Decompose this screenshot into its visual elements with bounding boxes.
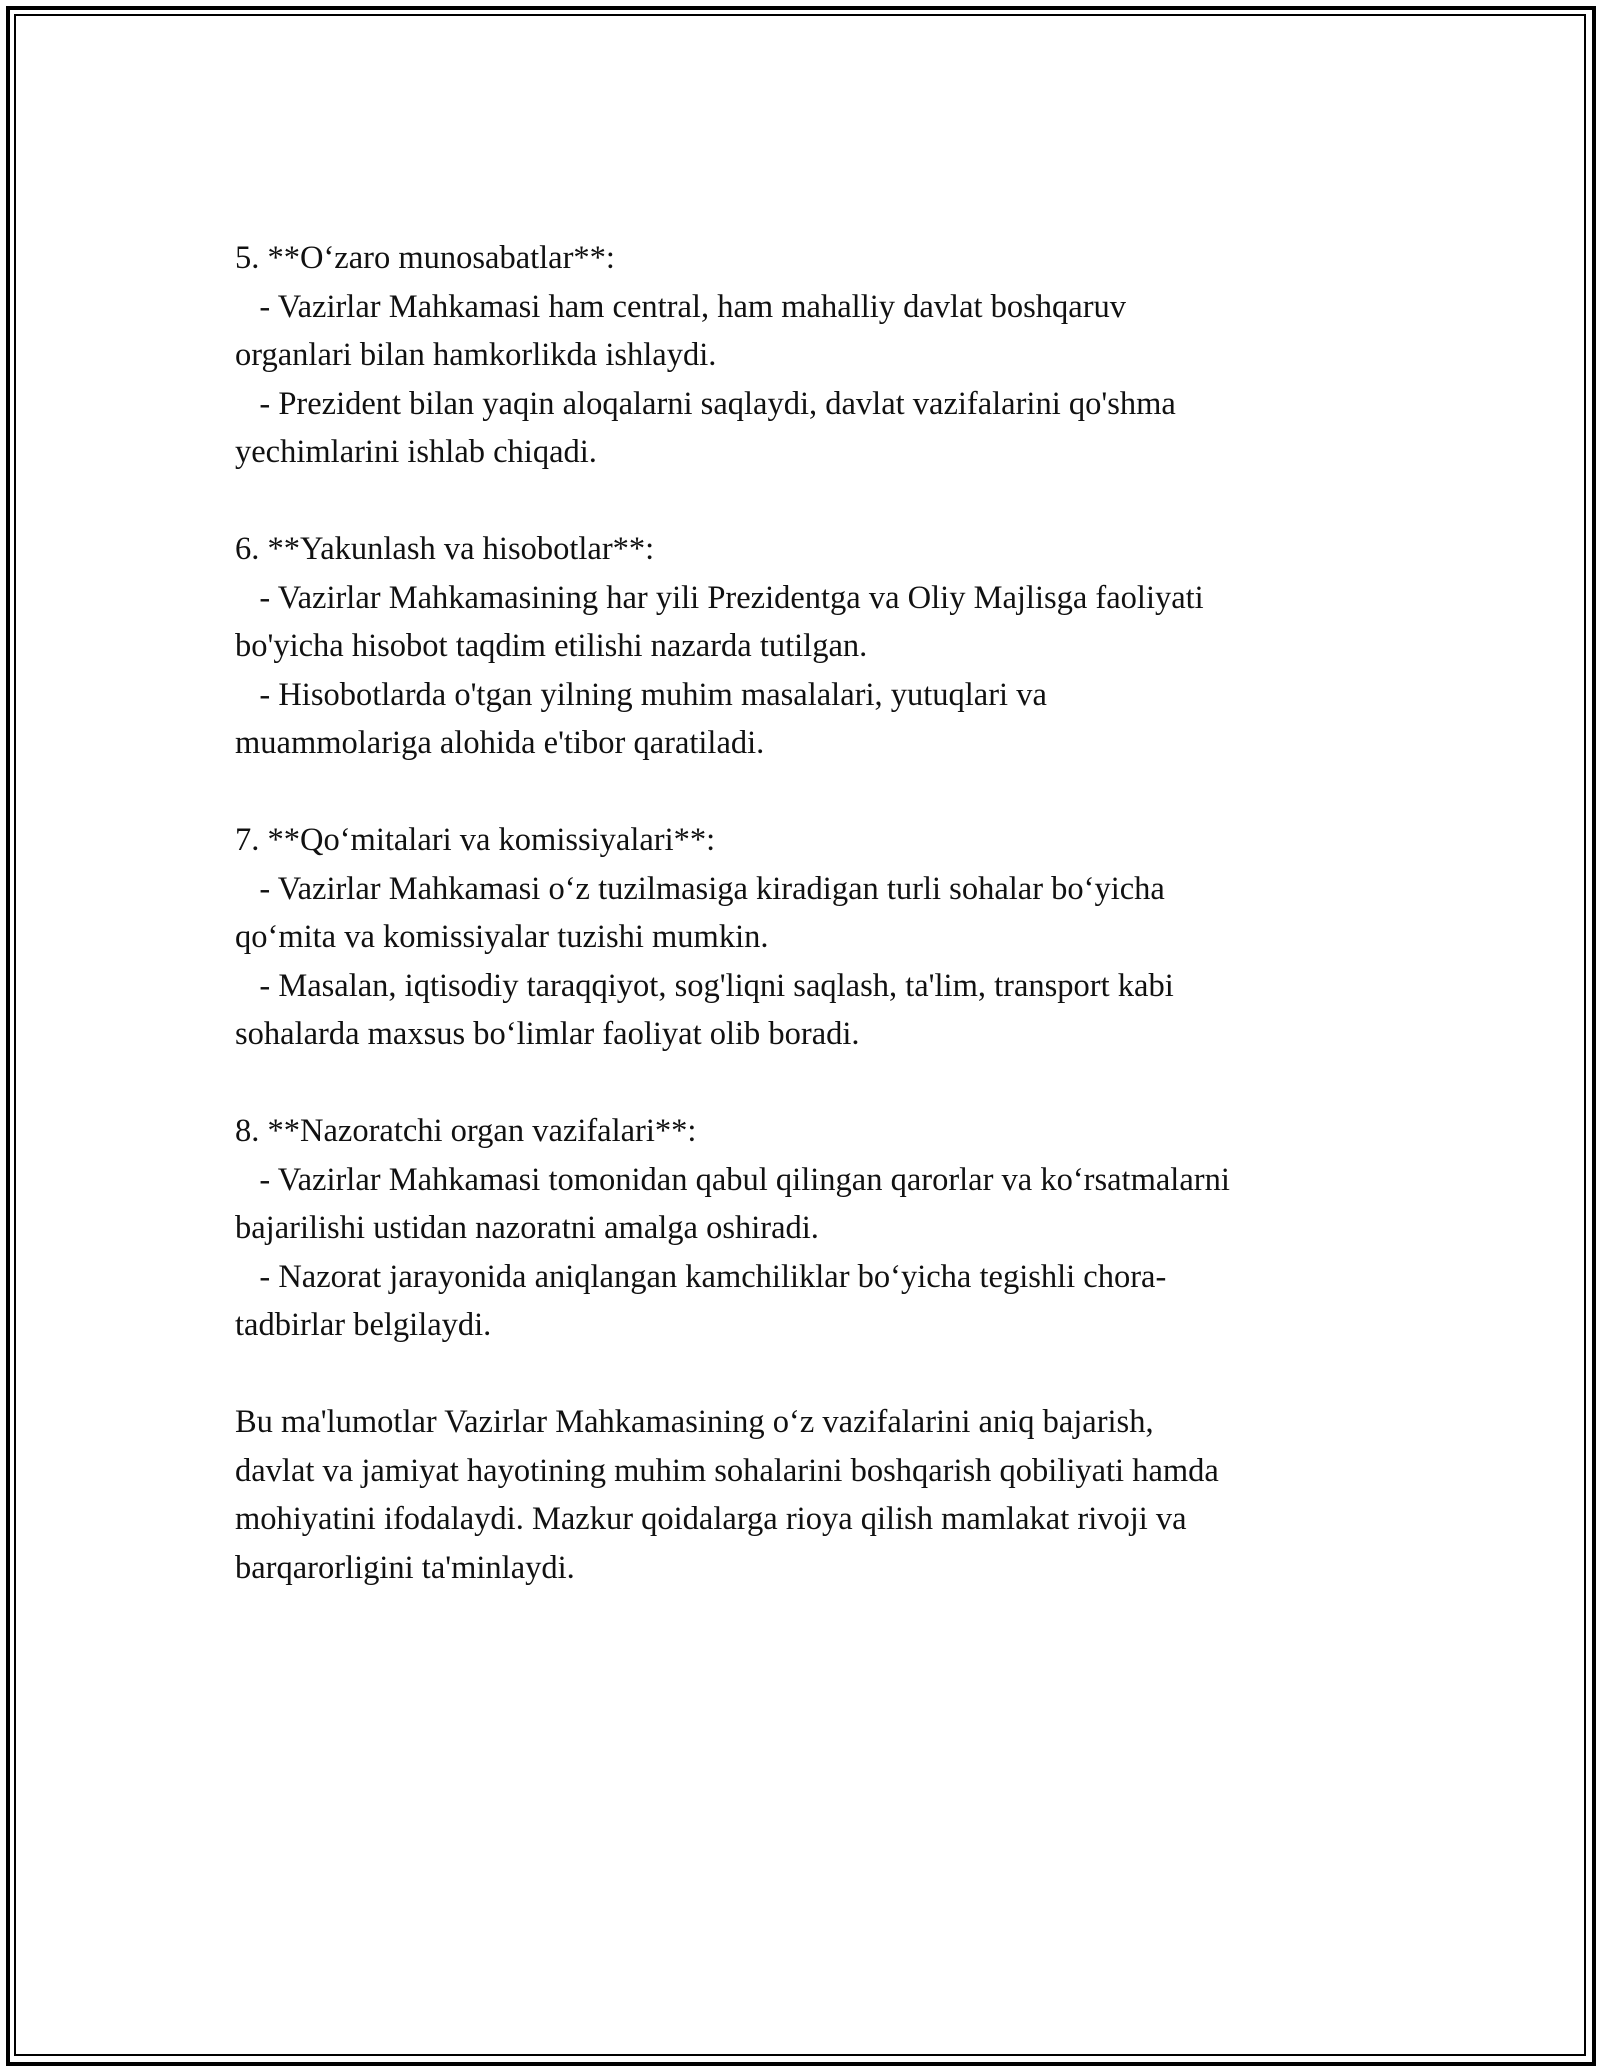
section-line: - Hisobotlarda o'tgan yilning muhim masalalari, yutuqlari va (235, 676, 1047, 713)
section-heading: 5. **O‘zaro munosabatlar**: (235, 240, 615, 276)
section-line: - Vazirlar Mahkamasi o‘z tuzilmasiga kiradigan turli sohalar bo‘yicha (235, 870, 1165, 907)
paragraph-gap (235, 768, 1415, 817)
section-5 (235, 234, 1415, 477)
section-7 (235, 816, 1415, 1059)
conclusion-line: mohiyatini ifodalaydi. Mazkur qoidalarga rioya qilish mamlakat rivoji va (235, 1501, 1187, 1537)
section-8 (235, 1107, 1415, 1350)
conclusion-line: Bu ma'lumotlar Vazirlar Mahkamasining o‘z vazifalarini aniq bajarish, (235, 1404, 1154, 1440)
paragraph-gap (235, 1350, 1415, 1399)
section-line: - Masalan, iqtisodiy taraqqiyot, sog'liqni saqlash, ta'lim, transport kabi (235, 967, 1174, 1004)
section-line: yechimlarini ishlab chiqadi. (235, 434, 597, 470)
paragraph-gap (235, 477, 1415, 526)
section-line: sohalarda maxsus bo‘limlar faoliyat olib boradi. (235, 1016, 860, 1052)
section-line: bo'yicha hisobot taqdim etilishi nazarda tutilgan. (235, 628, 868, 664)
section-line: organlari bilan hamkorlikda ishlaydi. (235, 337, 717, 373)
conclusion-line: barqarorligini ta'minlaydi. (235, 1549, 575, 1586)
section-line: tadbirlar belgilaydi. (235, 1307, 492, 1343)
section-line: - Vazirlar Mahkamasi ham central, ham mahalliy davlat boshqaruv (235, 288, 1127, 325)
section-6 (235, 525, 1415, 768)
section-line: bajarilishi ustidan nazoratni amalga oshiradi. (235, 1210, 819, 1246)
section-line: qo‘mita va komissiyalar tuzishi mumkin. (235, 919, 769, 955)
paragraph-gap (235, 1059, 1415, 1108)
section-heading: 7. **Qo‘mitalari va komissiyalari**: (235, 822, 716, 858)
section-line: - Nazorat jarayonida aniqlangan kamchiliklar bo‘yicha tegishli chora- (235, 1258, 1167, 1295)
section-line: - Prezident bilan yaqin aloqalarni saqlaydi, davlat vazifalarini qo'shma (235, 385, 1176, 422)
conclusion-line: davlat va jamiyat hayotining muhim sohalarini boshqarish qobiliyati hamda (235, 1452, 1219, 1489)
section-line: - Vazirlar Mahkamasining har yili Prezidentga va Oliy Majlisga faoliyati (235, 579, 1204, 616)
section-heading: 8. **Nazoratchi organ vazifalari**: (235, 1113, 697, 1149)
conclusion-paragraph (235, 1398, 1415, 1592)
section-line: - Vazirlar Mahkamasi tomonidan qabul qilingan qarorlar va ko‘rsatmalarni (235, 1161, 1230, 1198)
section-line: muammolariga alohida e'tibor qaratiladi. (235, 725, 765, 761)
document-body (235, 234, 1415, 1592)
section-heading: 6. **Yakunlash va hisobotlar**: (235, 531, 655, 567)
